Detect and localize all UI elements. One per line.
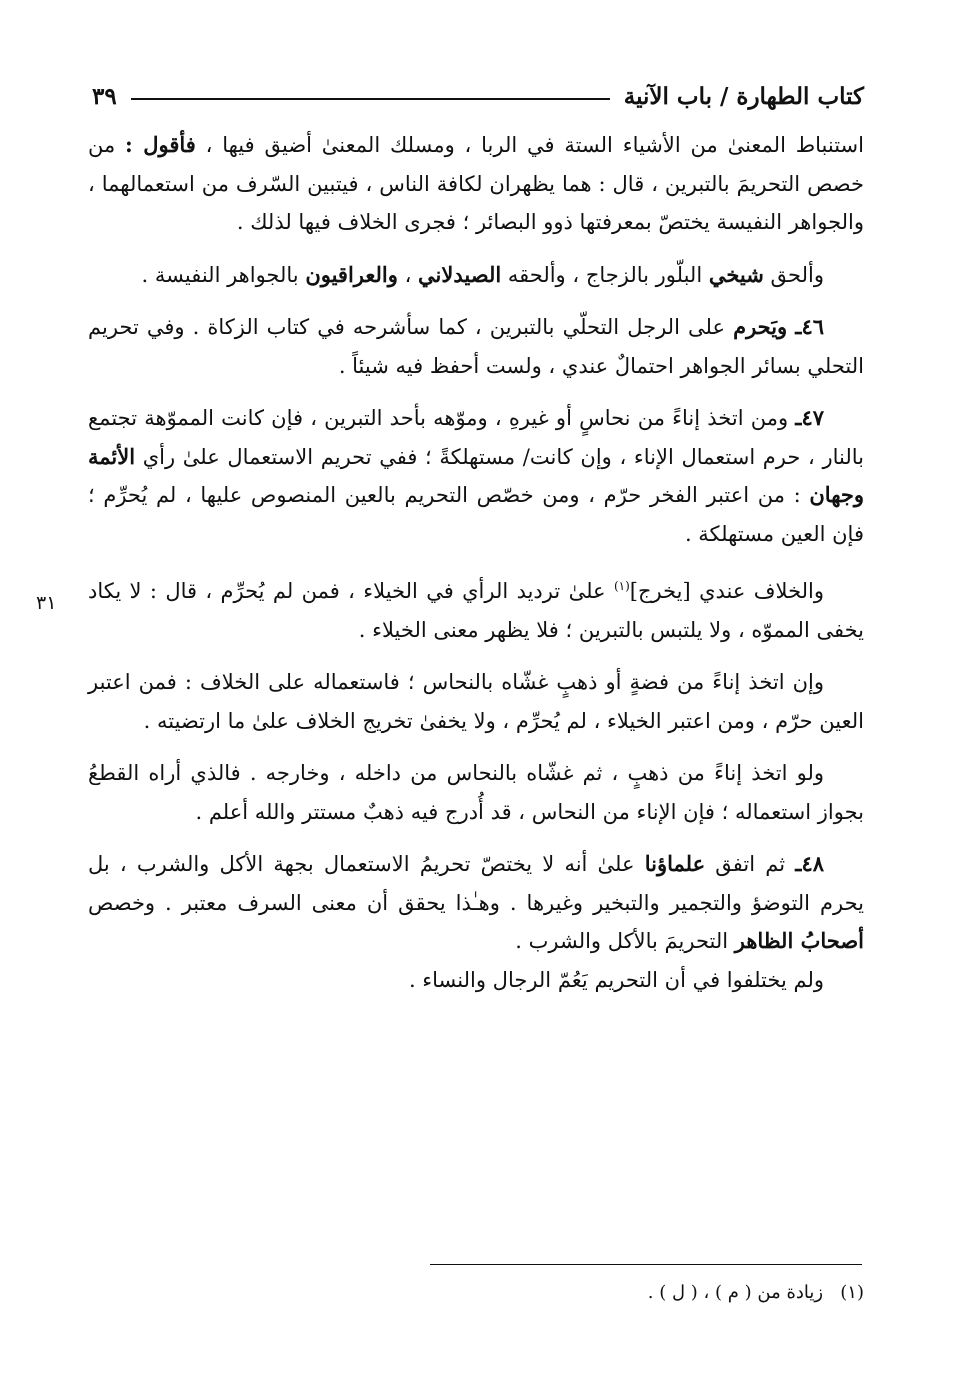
paragraph-1 xyxy=(88,126,864,242)
paragraph-46 xyxy=(88,308,864,385)
paragraph-silver xyxy=(88,663,864,740)
footnote-number: (١) xyxy=(840,1282,864,1303)
issue-number-46: ٤٦ـ xyxy=(795,314,824,339)
p5-text-b: علىٰ ترديد الرأي في الخيلاء ، فمن لم يُحرِّم ، قال : لا يكاد يخفى المموّه ، ولا يلتبس بالتبرين ؛ فلا يظهر معنى الخيلاء . xyxy=(88,579,864,642)
p9-text: ولم يختلفوا في أن التحريم يَعُمّ الرجال والنساء . xyxy=(408,967,824,992)
p8-text-a: ثم اتفق xyxy=(715,852,786,876)
footnote xyxy=(648,1282,864,1303)
p2-text-e: ، xyxy=(404,262,412,287)
p4-text-a: ومن اتخذ إناءً من نحاسٍ أو غيرهِ ، وموّهه بأحد التبرين ، فإن كانت المموّهة تجتمع بالنار ، حرم استعمال الإناء ، وإن كانت/ مستهلكةً ؛ ففي تحريم الاستعمال علىٰ رأي xyxy=(88,406,864,469)
footnote-text: زيادة من ( م ) ، ( ل ) . xyxy=(647,1282,824,1303)
p8-bold-zahir: أصحابُ الظاهر xyxy=(734,928,864,953)
paragraph-47 xyxy=(88,399,864,553)
paragraph-gold xyxy=(88,754,864,831)
footnote-marker: (١) xyxy=(613,579,630,593)
p2-bold-saydalani: الصيدلاني xyxy=(418,261,502,287)
p2-bold-iraqiyun: والعراقيون xyxy=(305,261,398,287)
paragraph-2 xyxy=(88,256,864,295)
p3-bold: ويَحرم xyxy=(733,314,788,339)
p8-text-e: التحريمَ بالأكل والشرب . xyxy=(515,929,729,953)
p1-bold: فأقول : xyxy=(125,132,196,157)
main-text xyxy=(88,126,864,1013)
p3-text: على الرجل التحلّي بالتبرين ، كما سأشرحه في كتاب الزكاة . وفي تحريم التحلي بسائر الجواهر احتمالٌ عندي ، ولست أحفظ فيه شيئاً . xyxy=(88,315,864,378)
issue-number-47: ٤٧ـ xyxy=(795,405,824,430)
p7-text: ولو اتخذ إناءً من ذهبٍ ، ثم غشّاه بالنحاس من داخله ، وخارجه . فالذي أراه القطعُ بجواز استعماله ؛ فإن الإناء من النحاس ، قد أُدرج فيه ذهبٌ مستتر والله أعلم . xyxy=(88,761,864,824)
p8-text-c: علىٰ أنه لا يختصّ تحريمُ الاستعمال بجهة الأكل والشرب ، بل يحرم التوضؤ والتجمير والتبخير وغيرها . وهـٰذا يحقق أن معنى السرف معتبر . وخصص xyxy=(88,852,864,915)
p2-text-c: البلّور بالزجاج ، وألحقه xyxy=(507,262,703,287)
margin-folio-number: ٣١ xyxy=(36,592,57,614)
p8-bold-ulama: علماؤنا xyxy=(644,851,706,876)
p4-text-c: : من اعتبر الفخر حرّم ، ومن خصّص التحريم بالعين المنصوص عليها ، لم يُحرِّم ؛ فإن العين مستهلكة . xyxy=(88,483,864,546)
header-rule xyxy=(131,98,610,100)
p2-bold-shaykhi: شيخي xyxy=(708,261,764,287)
paragraph-last xyxy=(88,961,864,1000)
issue-number-48: ٤٨ـ xyxy=(795,851,824,876)
p6-text: وإن اتخذ إناءً من فضةٍ أو ذهبٍ غشّاه بالنحاس ؛ فاستعماله على الخلاف : فمن اعتبر العين حرّم ، ومن اعتبر الخيلاء ، لم يُحرِّم ، ولا يخفىٰ تخريج الخلاف علىٰ ما ارتضيته . xyxy=(88,670,864,733)
p1-text: استنباط المعنىٰ من الأشياء الستة في الربا ، ومسلك المعنىٰ أضيق فيها ، xyxy=(205,133,864,157)
paragraph-khilaf xyxy=(88,567,864,649)
page-number: ٣٩ xyxy=(92,82,117,110)
footnote-rule xyxy=(430,1264,862,1265)
p1-text-cont: من خصص التحريمَ بالتبرين ، قال : هما يظهران لكافة الناس ، فيتبين السّرف من استعمالهما ، والجواهر النفيسة يختصّ بمعرفتها ذوو البصائر ؛ فجرى الخلاف فيها لذلك . xyxy=(88,133,864,234)
p2-text-a: وألحق xyxy=(770,262,824,287)
p4-bold: الأئمة وجهان xyxy=(88,443,864,507)
p2-text-g: بالجواهر النفيسة . xyxy=(141,262,299,287)
p5-text-a: والخلاف عندي [يخرج] xyxy=(629,579,824,603)
header-title: كتاب الطهارة / باب الآنية xyxy=(623,82,864,110)
running-header xyxy=(92,78,864,114)
paragraph-48 xyxy=(88,845,864,961)
